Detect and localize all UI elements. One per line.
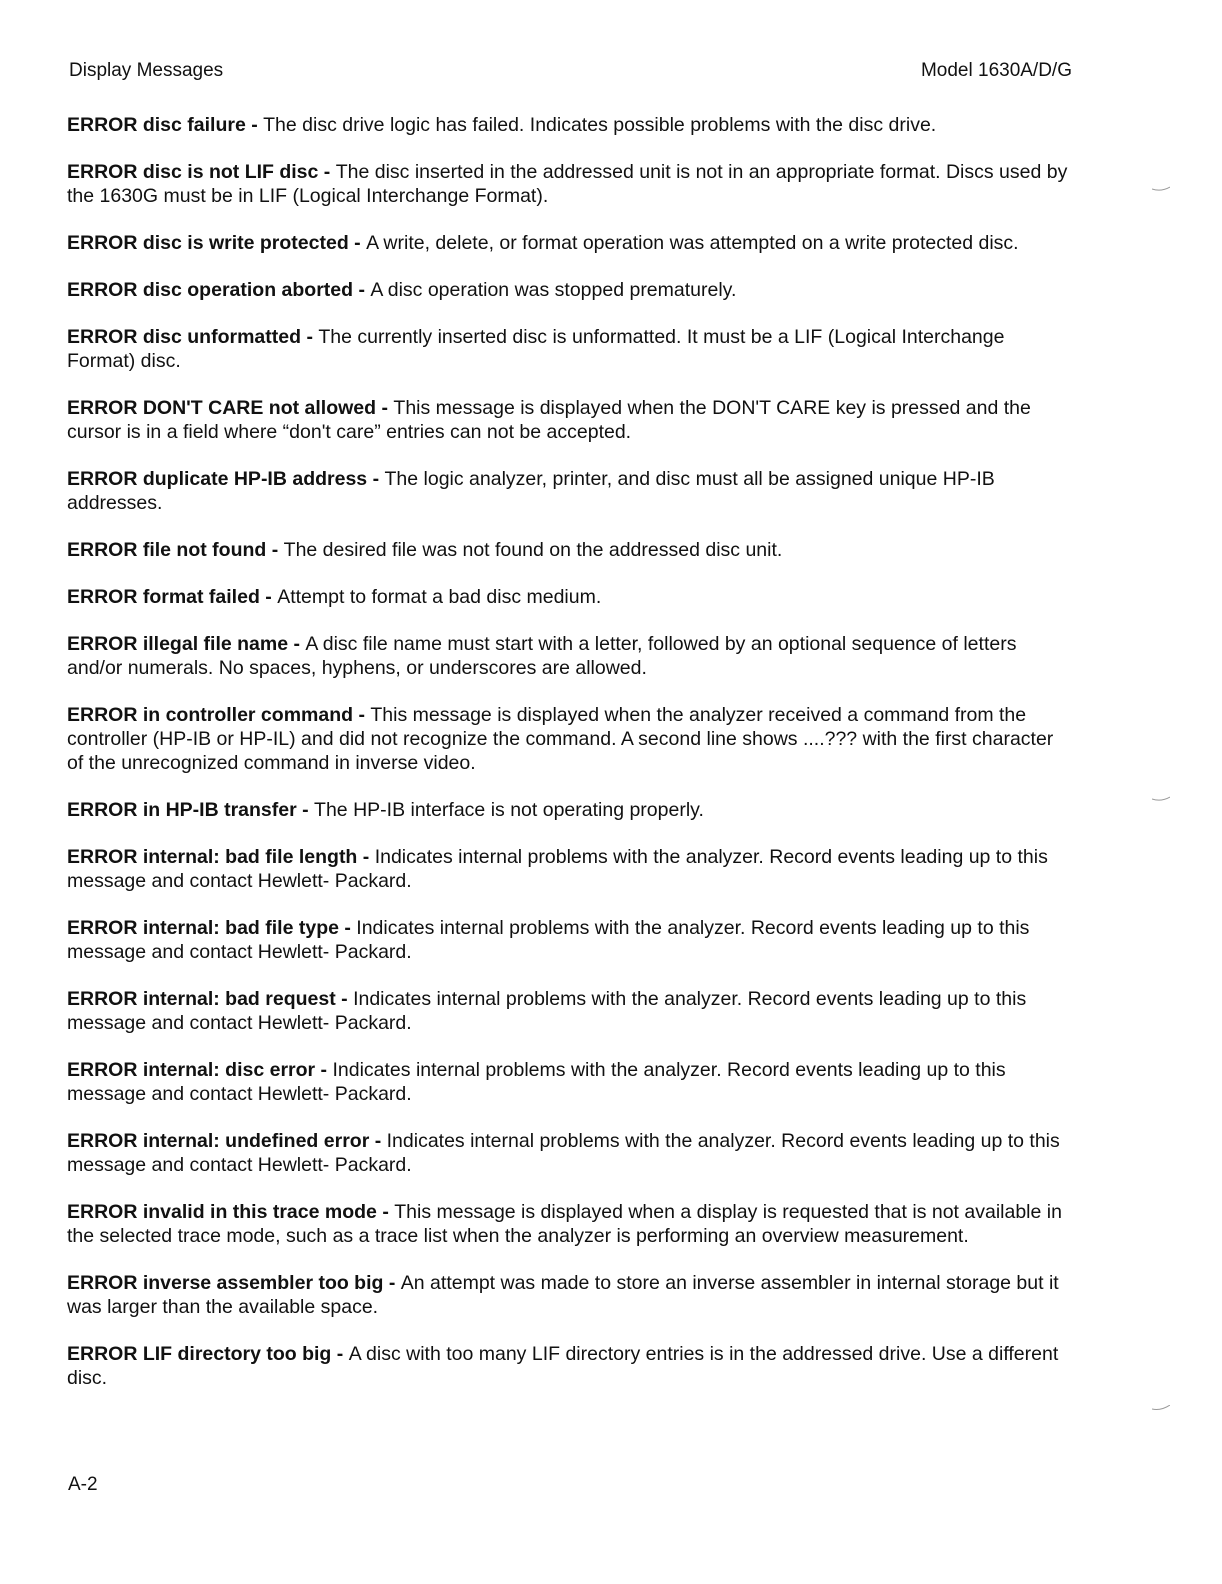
error-description: A disc operation was stopped prematurely. xyxy=(370,279,737,301)
error-entry xyxy=(67,113,1072,137)
margin-mark-icon xyxy=(1152,1405,1170,1411)
error-description: Indicates internal problems with the analyzer. Record events leading up to this message and contact Hewlett- Packard. xyxy=(67,917,1030,963)
error-separator: - xyxy=(259,586,278,608)
error-term: ERROR LIF directory too big xyxy=(67,1343,332,1365)
error-description: Indicates internal problems with the analyzer. Record events leading up to this message and contact Hewlett- Packard. xyxy=(67,1130,1060,1176)
error-separator: - xyxy=(301,326,319,348)
error-entry xyxy=(67,1271,1072,1319)
running-header-title: Display Messages xyxy=(69,60,224,81)
error-term: ERROR internal: bad file type xyxy=(67,917,339,939)
error-term: ERROR illegal file name xyxy=(67,633,289,655)
error-entry xyxy=(67,467,1072,515)
error-separator: - xyxy=(245,114,264,136)
error-message-list xyxy=(67,113,1072,1413)
error-entry xyxy=(67,1058,1072,1106)
error-separator: - xyxy=(315,1059,333,1081)
error-term: ERROR internal: disc error xyxy=(67,1059,316,1081)
error-entry xyxy=(67,538,1072,562)
error-separator: - xyxy=(331,1343,349,1365)
error-entry xyxy=(67,632,1072,680)
error-separator: - xyxy=(353,704,371,726)
error-entry xyxy=(67,585,1072,609)
error-term: ERROR file not found xyxy=(67,539,267,561)
error-description: A disc with too many LIF directory entries is in the addressed drive. Use a different disc. xyxy=(67,1343,1059,1389)
error-description: A write, delete, or format operation was attempted on a write protected disc. xyxy=(366,232,1019,254)
error-term: ERROR in HP-IB transfer xyxy=(67,799,297,821)
error-entry xyxy=(67,231,1072,255)
error-description: Indicates internal problems with the analyzer. Record events leading up to this message and contact Hewlett- Packard. xyxy=(67,846,1048,892)
error-description: The desired file was not found on the addressed disc unit. xyxy=(283,539,783,561)
error-term: ERROR DON'T CARE not allowed xyxy=(67,397,377,419)
error-separator: - xyxy=(288,633,306,655)
error-entry xyxy=(67,1342,1072,1390)
running-header-model: Model 1630A/D/G xyxy=(920,60,1072,81)
error-entry xyxy=(67,1200,1072,1248)
error-term: ERROR disc is not LIF disc xyxy=(67,161,319,183)
error-term: ERROR disc unformatted xyxy=(67,326,302,348)
error-description: Indicates internal problems with the analyzer. Record events leading up to this message and contact Hewlett- Packard. xyxy=(67,1059,1006,1105)
error-term: ERROR duplicate HP-IB address xyxy=(67,468,368,490)
error-entry xyxy=(67,160,1072,208)
error-term: ERROR format failed xyxy=(67,586,260,608)
error-term: ERROR inverse assembler too big xyxy=(67,1272,384,1294)
error-description: Indicates internal problems with the analyzer. Record events leading up to this message and contact Hewlett- Packard. xyxy=(67,988,1027,1034)
error-entry xyxy=(67,396,1072,444)
error-separator: - xyxy=(383,1272,401,1294)
error-term: ERROR disc operation aborted xyxy=(67,279,354,301)
error-description: The disc inserted in the addressed unit is not in an appropriate format. Discs used by the 1630G must be in LIF (Logical Interchange Format). xyxy=(67,161,1068,207)
error-entry xyxy=(67,845,1072,893)
error-entry xyxy=(67,798,1072,822)
error-description: The disc drive logic has failed. Indicates possible problems with the disc drive. xyxy=(263,114,937,136)
error-separator: - xyxy=(296,799,315,821)
error-description: The logic analyzer, printer, and disc must all be assigned unique HP-IB addresses. xyxy=(67,468,995,514)
error-description: The currently inserted disc is unformatted. It must be a LIF (Logical Interchange Format) disc. xyxy=(67,326,1005,372)
error-description: This message is displayed when a display is requested that is not available in the selected trace mode, such as a trace list when the analyzer is performing an overview measurement. xyxy=(67,1201,1062,1247)
error-term: ERROR internal: bad request xyxy=(67,988,336,1010)
error-separator: - xyxy=(353,279,371,301)
error-separator: - xyxy=(338,917,357,939)
error-separator: - xyxy=(357,846,375,868)
error-entry xyxy=(67,703,1072,775)
error-entry xyxy=(67,278,1072,302)
error-description: An attempt was made to store an inverse assembler in internal storage but it was larger than the available space. xyxy=(67,1272,1059,1318)
error-term: ERROR internal: bad file length xyxy=(67,846,358,868)
error-description: A disc file name must start with a letter, followed by an optional sequence of letters and/or numerals. No spaces, hyphens, or underscores are allowed. xyxy=(67,633,1017,679)
error-entry xyxy=(67,916,1072,964)
error-term: ERROR disc is write protected xyxy=(67,232,349,254)
error-description: This message is displayed when the analyzer received a command from the controller (HP-IB or HP-IL) and did not recognize the command. A second line shows ....??? with the first character of the unrecognized command in inverse video. xyxy=(67,704,1054,774)
error-term: ERROR internal: undefined error xyxy=(67,1130,370,1152)
error-entry xyxy=(67,987,1072,1035)
error-separator: - xyxy=(367,468,385,490)
margin-mark-icon xyxy=(1152,186,1170,192)
error-separator: - xyxy=(266,539,284,561)
error-separator: - xyxy=(376,397,394,419)
error-term: ERROR disc failure xyxy=(67,114,246,136)
page-number: A-2 xyxy=(68,1474,98,1495)
error-separator: - xyxy=(318,161,336,183)
error-separator: - xyxy=(376,1201,395,1223)
error-term: ERROR in controller command xyxy=(67,704,354,726)
error-term: ERROR invalid in this trace mode xyxy=(67,1201,377,1223)
error-description: The HP-IB interface is not operating properly. xyxy=(314,799,704,821)
error-description: Attempt to format a bad disc medium. xyxy=(277,586,602,608)
error-description: This message is displayed when the DON'T CARE key is pressed and the cursor is in a field where “don't care” entries can not be accepted. xyxy=(67,397,1031,443)
error-entry xyxy=(67,325,1072,373)
margin-mark-icon xyxy=(1152,796,1170,802)
error-separator: - xyxy=(369,1130,387,1152)
error-separator: - xyxy=(348,232,367,254)
error-entry xyxy=(67,1129,1072,1177)
error-separator: - xyxy=(335,988,354,1010)
